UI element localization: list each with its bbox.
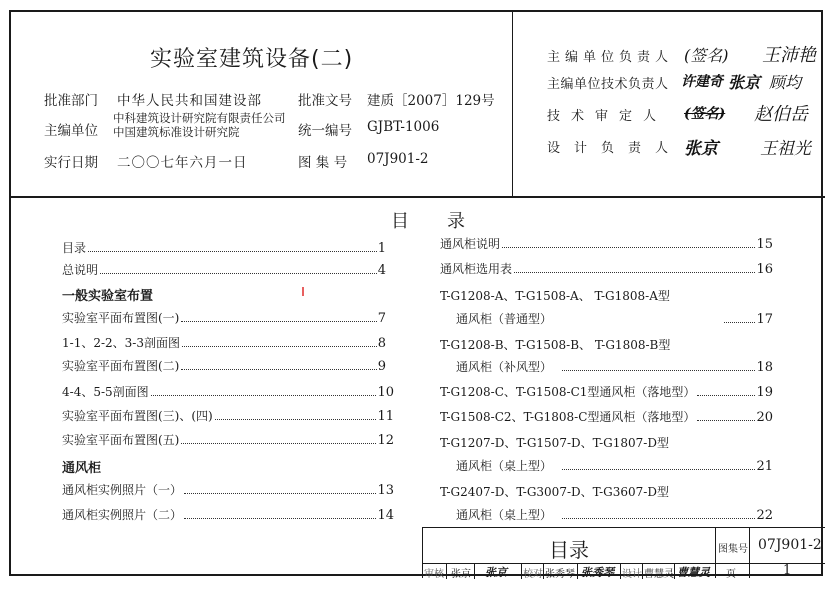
effective-date-label: 实行日期 [44,155,98,171]
leader-dots [184,518,376,519]
toc-section-heading: 通风柜 [62,461,102,476]
designer-signature: 曹慧灵 [677,566,710,579]
toc-entry[interactable]: 通风柜（桌上型） 21 [456,459,773,474]
checker-signature: 张秀琴 [581,566,614,579]
check-label: 校对 [523,569,543,580]
signature: 王祖光 [760,139,811,159]
toc-entry[interactable]: 通风柜（补风型） 18 [456,360,773,375]
toc-heading-right: 录 [447,211,465,232]
page-number: 15 [756,237,773,252]
design-label: 设计 [622,569,642,580]
toc-entry-line: T-G1208-A、T-G1508-A、 T-G1808-A型 [440,289,670,303]
toc-entry[interactable]: 实验室平面布置图(一) 7 [62,311,386,326]
unified-no-label: 统一编号 [298,123,352,139]
leader-dots [181,369,376,370]
toc-entry-line: T-G1207-D、T-G1507-D、T-G1807-D型 [440,436,669,450]
toc-entry[interactable]: 通风柜选用表 16 [440,262,773,277]
leader-dots [514,272,755,273]
leader-dots [181,321,376,322]
toc-heading-left: 目 [391,211,409,232]
toc-entry[interactable]: 总说明 4 [62,263,386,278]
page-number: 14 [377,508,394,523]
title-block-col-divider [715,528,716,578]
header-vertical-divider [512,10,513,197]
editor-unit-line2: 中国建筑标准设计研究院 [113,125,240,139]
leader-dots [215,419,377,420]
signature: 顾均 [769,73,802,92]
toc-entry[interactable]: 通风柜说明 15 [440,237,773,252]
page-number: 16 [756,262,773,277]
title-block [422,527,825,578]
effective-date-value: 二〇〇七年六月一日 [117,155,248,171]
reviewer-signature: 张京 [485,566,507,579]
toc-entry[interactable]: 4-4、5-5剖面图 10 [62,385,394,400]
signature: 赵伯岳 [754,104,808,125]
unified-no-value: GJBT-1006 [367,119,440,135]
toc-entry[interactable]: 实验室平面布置图(五) 12 [62,433,394,448]
page-number: 20 [756,410,773,425]
reviewer-name: 张京 [451,569,471,580]
page-number: 11 [377,409,394,424]
title-block-row-divider [423,563,825,564]
editor-unit-line1: 中科建筑设计研究院有限责任公司 [113,111,286,125]
toc-entry-line: T-G1208-B、T-G1508-B、 T-G1808-B型 [440,338,671,352]
leader-dots [184,493,376,494]
leader-dots [181,443,376,444]
toc-entry[interactable]: 通风柜实例照片（一） 13 [62,483,394,498]
leader-dots [562,518,755,519]
signature: (签名) [684,106,726,122]
atlas-no-label: 图 集 号 [298,155,348,171]
toc-entry[interactable]: 通风柜实例照片（二） 14 [62,508,394,523]
toc-entry[interactable]: 实验室平面布置图(三)、(四) 11 [62,409,394,424]
toc-entry[interactable]: 通风柜（普通型） 17 [456,312,773,327]
page-label: 页 [726,569,736,580]
leader-dots [182,346,377,347]
checker-name: 张秀琴 [545,569,575,580]
toc-entry[interactable]: 实验室平面布置图(二) 9 [62,359,386,374]
toc-entry[interactable]: T-G1508-C2、T-G1808-C型通风柜（落地型） 20 [440,410,773,425]
approval-dept-value: 中华人民共和国建设部 [117,93,262,109]
page-number: 1 [377,241,386,256]
approval-dept-label: 批准部门 [44,93,98,109]
red-pen-mark [302,287,304,296]
toc-section-heading: 一般实验室布置 [62,289,154,304]
toc-entry[interactable]: 1-1、2-2、3-3剖面图 8 [62,336,386,351]
leader-dots [151,395,377,396]
page-number: 21 [756,459,773,474]
atlas-no-value: 07J901-2 [367,151,429,167]
page-number: 1 [783,563,792,578]
leader-dots [562,469,755,470]
page-number: 8 [377,336,386,351]
atlas-number-label: 图集号 [718,544,748,555]
leader-dots [88,251,377,252]
toc-heading [391,207,465,233]
editor-unit-label: 主编单位 [44,123,98,139]
leader-dots [562,370,755,371]
leader-dots [502,247,755,248]
resp-role-chief-unit: 主编单位负责人 [547,50,674,65]
signature: (签名) [684,46,729,65]
toc-entry[interactable]: 通风柜（桌上型） 22 [456,508,773,523]
page-number: 17 [756,312,773,327]
page-number: 22 [756,508,773,523]
page-number: 4 [377,263,386,278]
resp-role-tech-chief: 主编单位技术负责人 [547,77,669,92]
leader-dots [100,273,377,274]
toc-entry[interactable]: 目录 1 [62,241,386,256]
toc-entry-line: T-G2407-D、T-G3007-D、T-G3607-D型 [440,485,669,499]
atlas-number: 07J901-2 [758,537,822,553]
resp-role-tech-review: 技术审定人 [547,109,668,124]
title-block-col-divider [749,528,750,578]
approval-no-label: 批准文号 [298,93,352,109]
resp-role-design-lead: 设计负责人 [547,141,683,156]
toc-entry[interactable]: T-G1208-C、T-G1508-C1型通风柜（落地型） 19 [440,385,773,400]
signature: 王沛艳 [762,45,816,66]
header-divider [9,196,825,198]
leader-dots [724,322,755,323]
designer-name: 曹慧灵 [644,569,674,580]
page-number: 9 [377,359,386,374]
leader-dots [697,395,755,396]
drawing-title: 目录 [549,538,589,562]
page-number: 12 [377,433,394,448]
leader-dots [697,420,755,421]
atlas-title: 实验室建筑设备(二) [150,47,354,72]
approval-no-value: 建质［2007］129号 [367,93,495,109]
page-number: 19 [756,385,773,400]
page-number: 13 [377,483,394,498]
signature: 张京 [684,139,718,159]
signature: 许建奇 [681,74,723,90]
page-number: 7 [377,311,386,326]
review-label: 审核 [424,569,444,580]
page-number: 18 [756,360,773,375]
page-number: 10 [377,385,394,400]
signature: 张京 [728,73,761,92]
